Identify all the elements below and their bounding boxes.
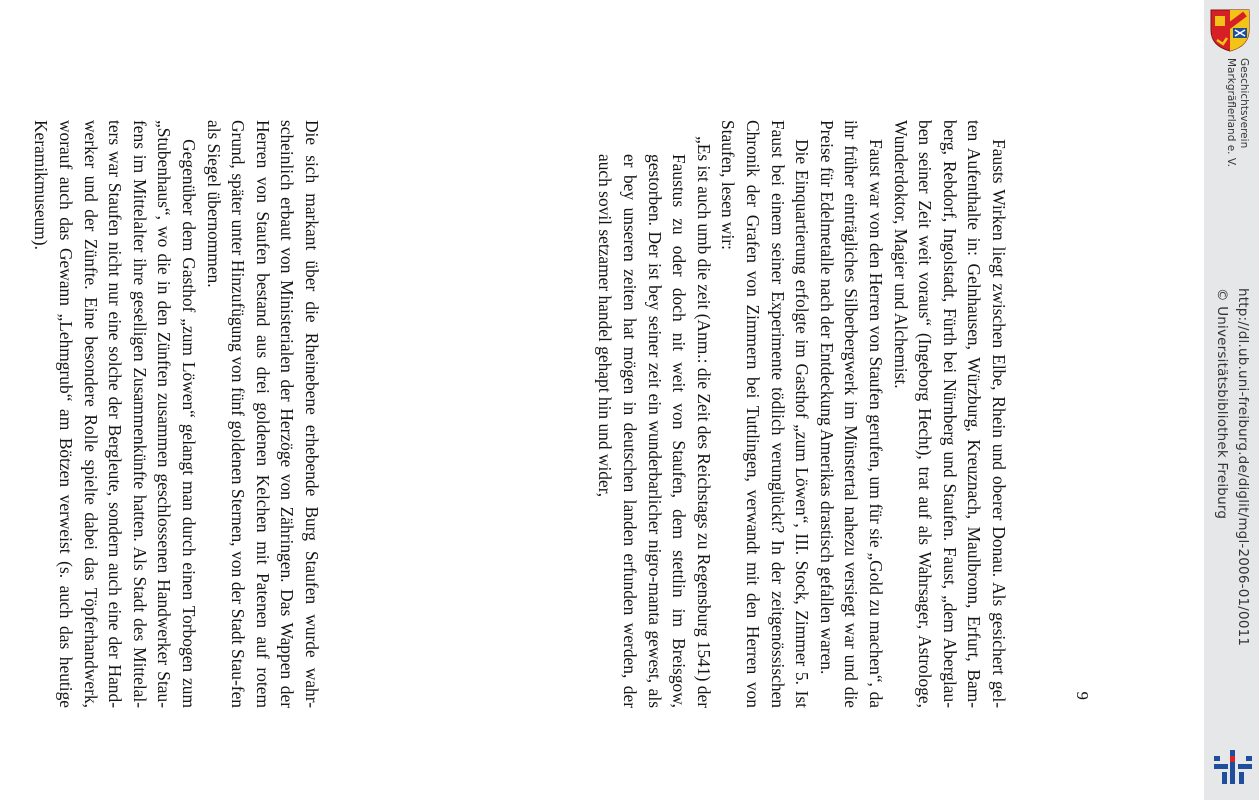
text-column-upper: [0, 120, 324, 708]
permalink-url[interactable]: http://dl.ub.uni-freiburg.de/diglit/mgl-2006-01/0011: [1235, 288, 1251, 647]
paragraph: Die sich markant über die Rheinebene erhebende Burg Staufen wurde wahr-scheinlich erbaut von Ministerialen der Herzöge von Zähringen. Das Wappen der Herren von Staufen bestand aus drei goldenen Kelchen mit Patenen auf rotem Grund, später unter Hinzufügung von fünf goldenen Sternen, von der Stadt Stau-fen als Siegel übernommen.: [203, 120, 322, 708]
page-number: 9: [1073, 691, 1092, 700]
quote-text: „Es ist auch umb die zeit (Anm.: die Zeit des Reichstags zu Regensburg 1541) der Faustus zu oder doch nit weit von Staufen, dem stettlin im Breisgow, gestorben. Der ist bey seiner zeit ein wunderbarlicher nigro-manta gewest, als er bey unseren zeiten hat mögen in deutschen landen erfunden werden, der auch sovil setzamer handel gehapt hin und wider,: [595, 136, 714, 708]
text-column-lower: [593, 120, 1011, 708]
paragraph: Die Einquartierung erfolgte im Gasthof „zum Löwen“, III. Stock, Zimmer 5. Ist Faust bei einem seiner Experimente tödlich verunglückt? In der zeitgenössischen Chronik der Grafen von Zimmern bei Tuttlingen, verwandt mit den Herren von Staufen, lesen wir:: [718, 120, 813, 708]
viewer-sidebar: [1204, 0, 1259, 800]
society-name-line1: Geschichtsverein: [1238, 58, 1250, 149]
sidebar-rotated-text: [1204, 0, 1259, 800]
ub-freiburg-logo-icon: [1212, 748, 1254, 786]
coat-of-arms-icon: [1209, 8, 1251, 52]
society-name-line2: Markgräflerland e. V.: [1225, 58, 1237, 168]
paragraph: Fausts Wirken liegt zwischen Elbe, Rhein und oberer Donau. Als gesichert gel-ten Aufenthalte in: Gelnhausen, Würzburg, Kreuznach, Maulbronn, Erfurt, Bam-berg, Rebdorf, Ingolstadt, Fürth bei Nürnberg und Staufen. Faust, „dem Aberglau-ben seiner Zeit weit voraus“ (Ingeborg Hecht), trat auf als Wahrsager, Astrologe, Wunderdoktor, Magier und Alchemist.: [890, 120, 1009, 708]
copyright-notice: © Universitätsbibliothek Freiburg: [1214, 288, 1230, 520]
paragraph: Gegenüber dem Gasthof „zum Löwen“ gelangt man durch einen Torbogen zum „Stubenhaus“, wo die in den Zünften zusammen geschlossenen Handwerker Stau-fens im Mittelalter ihre geselligen Zusammenkünfte hatten. Als Stadt des Mittelal-ters war Staufen nicht nur eine solche der Bergleute, sondern auch eine der Hand-werker und der Zünfte. Eine besondere Rolle spielte dabei das Töpferhandwerk, worauf auch das Gewann „Lehmgrub“ am Bötzen verweist (s. auch das heutige Keramikmuseum).: [31, 120, 200, 708]
paragraph: Faust war von den Herren von Staufen gerufen, um für sie „Gold zu machen“, da ihr früher einträgliches Silberbergwerk im Münstertal nahezu versiegt war und die Preise für Edelmetalle nach der Entdeckung Amerikas drastisch gefallen waren.: [816, 120, 887, 708]
chronicle-quote: [593, 136, 716, 708]
